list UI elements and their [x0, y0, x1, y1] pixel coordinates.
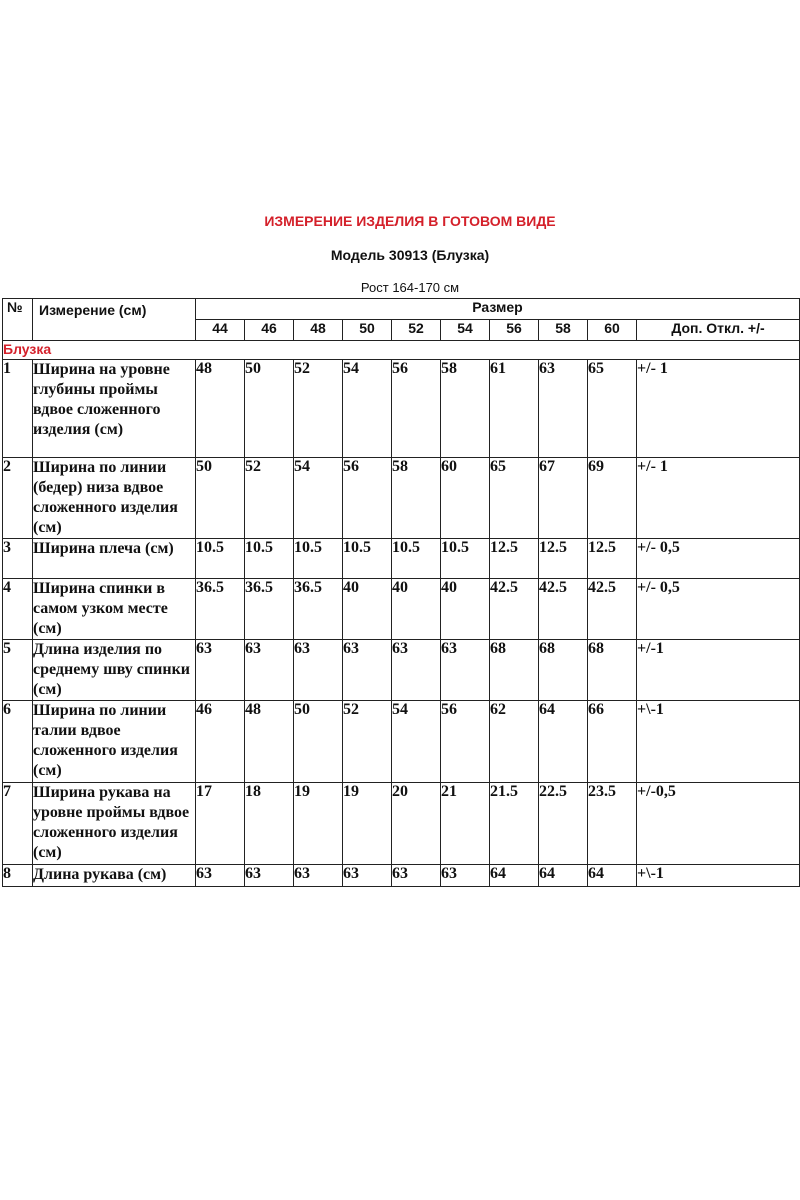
tolerance-value: +/- 1 — [637, 458, 800, 539]
size-value: 63 — [245, 640, 294, 701]
size-value: 40 — [392, 579, 441, 640]
size-header-52: 52 — [392, 320, 441, 341]
size-value: 19 — [343, 783, 392, 865]
header-tolerance: Доп. Откл. +/- — [637, 320, 800, 341]
row-number: 8 — [3, 865, 33, 887]
size-value: 64 — [490, 865, 539, 887]
measurement-name: Длина изделия по среднему шву спинки (см) — [33, 640, 196, 701]
size-value: 50 — [245, 360, 294, 458]
size-value: 67 — [539, 458, 588, 539]
header-number: № — [3, 299, 33, 341]
size-value: 56 — [343, 458, 392, 539]
size-value: 42.5 — [539, 579, 588, 640]
row-number: 1 — [3, 360, 33, 458]
measurement-name: Длина рукава (см) — [33, 865, 196, 887]
tolerance-value: +/- 1 — [637, 360, 800, 458]
size-value: 63 — [343, 865, 392, 887]
document-title: ИЗМЕРЕНИЕ ИЗДЕЛИЯ В ГОТОВОМ ВИДЕ — [264, 213, 556, 229]
size-value: 20 — [392, 783, 441, 865]
size-value: 19 — [294, 783, 343, 865]
size-header-44: 44 — [196, 320, 245, 341]
size-value: 22.5 — [539, 783, 588, 865]
size-value: 50 — [196, 458, 245, 539]
size-value: 63 — [441, 640, 490, 701]
row-number: 2 — [3, 458, 33, 539]
size-header-46: 46 — [245, 320, 294, 341]
size-value: 69 — [588, 458, 637, 539]
size-value: 64 — [588, 865, 637, 887]
section-label: Блузка — [3, 341, 800, 360]
measurement-table — [2, 298, 800, 887]
size-header-48: 48 — [294, 320, 343, 341]
size-header-58: 58 — [539, 320, 588, 341]
size-header-54: 54 — [441, 320, 490, 341]
size-value: 68 — [490, 640, 539, 701]
row-number: 7 — [3, 783, 33, 865]
size-value: 64 — [539, 865, 588, 887]
size-value: 68 — [588, 640, 637, 701]
measurement-name: Ширина на уровне глубины проймы вдвое сложенного изделия (см) — [33, 360, 196, 458]
size-value: 56 — [441, 701, 490, 783]
size-value: 12.5 — [588, 539, 637, 579]
height-range: Рост 164-170 см — [360, 280, 460, 295]
size-value: 56 — [392, 360, 441, 458]
size-value: 52 — [294, 360, 343, 458]
size-value: 21.5 — [490, 783, 539, 865]
size-value: 54 — [294, 458, 343, 539]
size-value: 58 — [392, 458, 441, 539]
header-size: Размер — [196, 299, 800, 320]
size-value: 17 — [196, 783, 245, 865]
size-value: 63 — [294, 865, 343, 887]
table-row — [3, 701, 800, 783]
size-value: 58 — [441, 360, 490, 458]
size-value: 12.5 — [539, 539, 588, 579]
table-row — [3, 360, 800, 458]
table-row — [3, 865, 800, 887]
tolerance-value: +/- 0,5 — [637, 539, 800, 579]
measurement-name: Ширина по линии (бедер) низа вдвое сложенного изделия (см) — [33, 458, 196, 539]
section-row — [3, 341, 800, 360]
size-value: 54 — [343, 360, 392, 458]
size-value: 64 — [539, 701, 588, 783]
size-value: 63 — [441, 865, 490, 887]
tolerance-value: +\-1 — [637, 701, 800, 783]
measurement-name: Ширина спинки в самом узком месте (см) — [33, 579, 196, 640]
size-header-60: 60 — [588, 320, 637, 341]
row-number: 5 — [3, 640, 33, 701]
size-header-50: 50 — [343, 320, 392, 341]
size-header-56: 56 — [490, 320, 539, 341]
header-measurement: Измерение (см) — [33, 299, 196, 341]
size-value: 63 — [245, 865, 294, 887]
row-number: 3 — [3, 539, 33, 579]
size-value: 36.5 — [245, 579, 294, 640]
size-value: 36.5 — [196, 579, 245, 640]
model-name: Модель 30913 (Блузка) — [330, 247, 490, 263]
table-row — [3, 640, 800, 701]
size-value: 10.5 — [245, 539, 294, 579]
size-value: 63 — [392, 640, 441, 701]
table-row — [3, 539, 800, 579]
table-row — [3, 783, 800, 865]
size-value: 40 — [441, 579, 490, 640]
size-value: 63 — [196, 865, 245, 887]
size-value: 12.5 — [490, 539, 539, 579]
size-value: 10.5 — [294, 539, 343, 579]
size-value: 46 — [196, 701, 245, 783]
size-value: 50 — [294, 701, 343, 783]
size-value: 68 — [539, 640, 588, 701]
size-value: 66 — [588, 701, 637, 783]
size-value: 10.5 — [196, 539, 245, 579]
measurement-name: Ширина плеча (см) — [33, 539, 196, 579]
size-value: 42.5 — [490, 579, 539, 640]
size-value: 18 — [245, 783, 294, 865]
size-value: 48 — [245, 701, 294, 783]
size-value: 52 — [343, 701, 392, 783]
size-value: 21 — [441, 783, 490, 865]
size-value: 63 — [539, 360, 588, 458]
size-value: 61 — [490, 360, 539, 458]
table-row — [3, 579, 800, 640]
size-value: 36.5 — [294, 579, 343, 640]
row-number: 4 — [3, 579, 33, 640]
size-value: 10.5 — [392, 539, 441, 579]
size-value: 60 — [441, 458, 490, 539]
size-value: 48 — [196, 360, 245, 458]
header-row — [3, 299, 800, 320]
size-value: 63 — [196, 640, 245, 701]
size-value: 65 — [588, 360, 637, 458]
tolerance-value: +/-0,5 — [637, 783, 800, 865]
size-value: 62 — [490, 701, 539, 783]
size-value: 10.5 — [343, 539, 392, 579]
tolerance-value: +/- 0,5 — [637, 579, 800, 640]
size-value: 40 — [343, 579, 392, 640]
measurement-name: Ширина рукава на уровне проймы вдвое сложенного изделия (см) — [33, 783, 196, 865]
tolerance-value: +\-1 — [637, 865, 800, 887]
size-value: 63 — [294, 640, 343, 701]
size-value: 63 — [343, 640, 392, 701]
size-value: 65 — [490, 458, 539, 539]
table-row — [3, 458, 800, 539]
size-value: 63 — [392, 865, 441, 887]
size-value: 52 — [245, 458, 294, 539]
size-value: 23.5 — [588, 783, 637, 865]
measurement-name: Ширина по линии талии вдвое сложенного изделия (см) — [33, 701, 196, 783]
row-number: 6 — [3, 701, 33, 783]
size-value: 10.5 — [441, 539, 490, 579]
tolerance-value: +/-1 — [637, 640, 800, 701]
size-value: 54 — [392, 701, 441, 783]
size-value: 42.5 — [588, 579, 637, 640]
